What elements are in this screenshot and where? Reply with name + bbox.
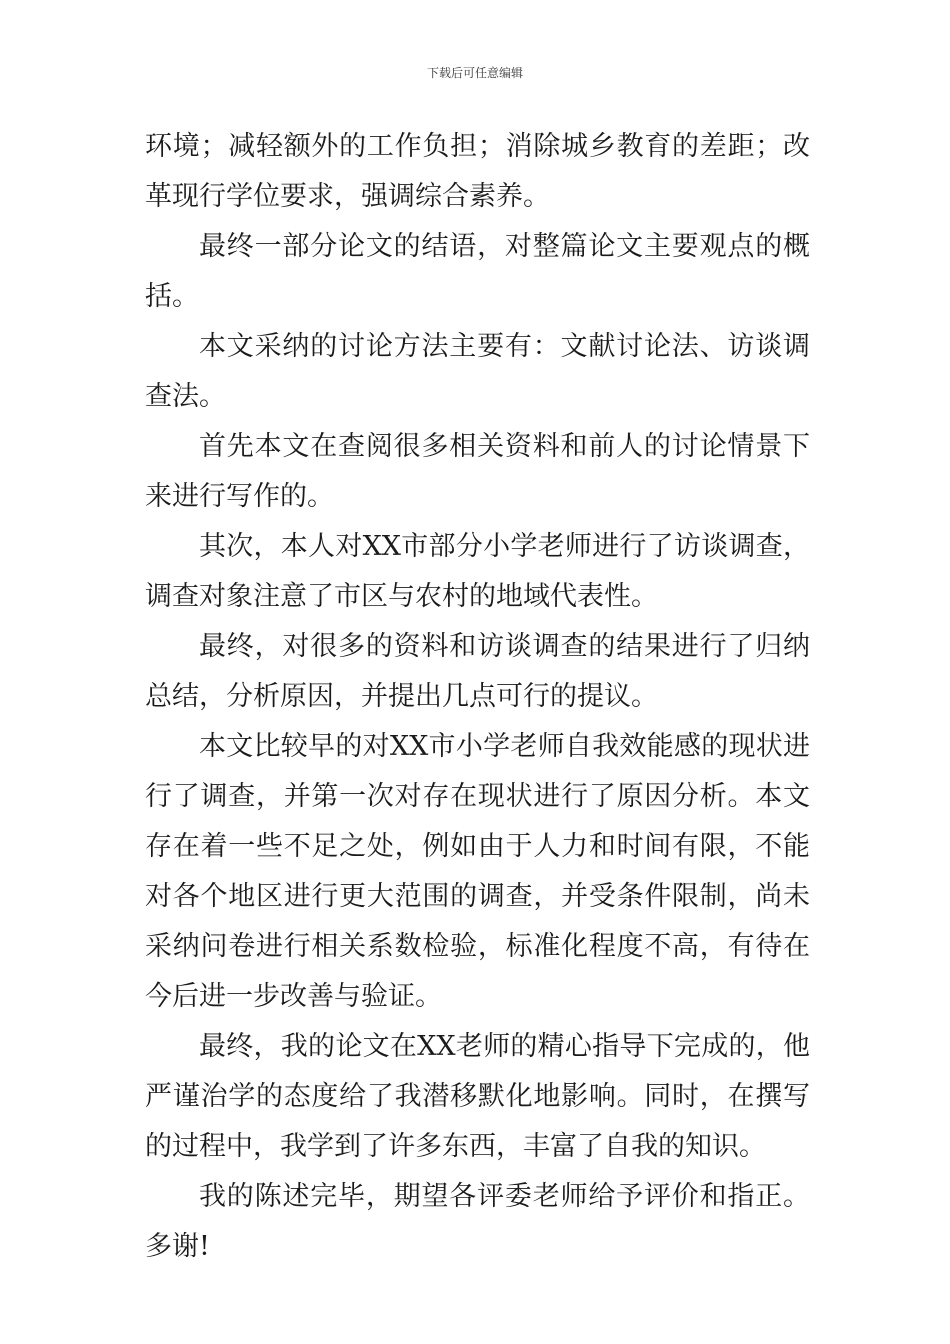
paragraph-closing: 我的陈述完毕，期望各评委老师给予评价和指正。多谢! <box>145 1181 810 1262</box>
paragraph-continuation: 环境；减轻额外的工作负担；消除城乡教育的差距；改革现行学位要求，强调综合素养。 <box>145 131 810 212</box>
paragraph-conclusion-summary: 最终一部分论文的结语，对整篇论文主要观点的概括。 <box>145 231 810 312</box>
paragraph-limitations: 本文比较早的对XX市小学老师自我效能感的现状进行了调查，并第一次对存在现状进行了原因分析。本文存在着一些不足之处，例如由于人力和时间有限，不能对各个地区进行更大范围的调查，并受条件限制，尚未采纳问卷进行相关系数检验，标准化程度不高，有待在今后进一步改善与验证。 <box>145 731 810 1012</box>
page-header-note: 下载后可任意编辑 <box>426 66 523 80</box>
paragraph-acknowledgement: 最终，我的论文在XX老师的精心指导下完成的，他严谨治学的态度给了我潜移默化地影响。同时，在撰写的过程中，我学到了许多东西，丰富了自我的知识。 <box>145 1031 810 1162</box>
paragraph-analysis: 最终，对很多的资料和访谈调查的结果进行了归纳总结，分析原因，并提出几点可行的提议。 <box>145 631 810 712</box>
paragraph-interview-survey: 其次，本人对XX市部分小学老师进行了访谈调查，调查对象注意了市区与农村的地域代表性。 <box>145 531 810 612</box>
paragraph-literature-review: 首先本文在查阅很多相关资料和前人的讨论情景下来进行写作的。 <box>145 431 810 512</box>
paragraph-research-methods: 本文采纳的讨论方法主要有：文献讨论法、访谈调查法。 <box>145 331 810 412</box>
document-body <box>145 122 810 1272</box>
